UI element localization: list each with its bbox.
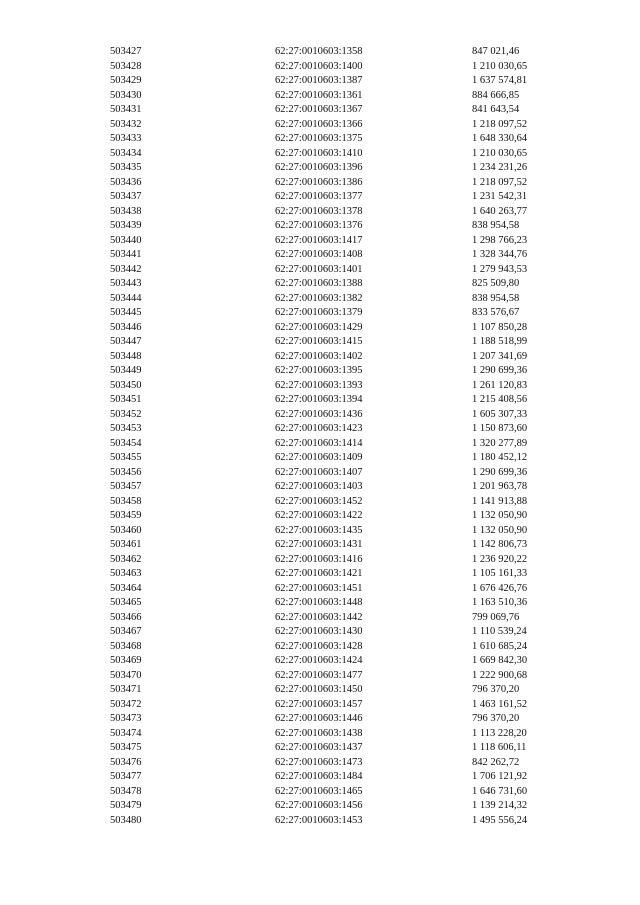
record-id: 503467	[110, 626, 142, 637]
record-id: 503461	[110, 539, 142, 550]
record-id: 503451	[110, 394, 142, 405]
record-id: 503458	[110, 495, 142, 507]
cadastral-value: 1 218 097,52	[472, 176, 528, 188]
record-id: 503444	[110, 292, 142, 304]
record-id: 503427	[110, 46, 142, 57]
cadastral-value: 1 201 963,78	[472, 481, 528, 492]
cadastral-number: 62:27:0010603:1376	[275, 220, 363, 231]
cadastral-value: 838 954,58	[472, 292, 520, 304]
cadastral-number: 62:27:0010603:1388	[275, 278, 363, 289]
cadastral-value: 1 234 231,26	[472, 162, 528, 173]
record-id: 503429	[110, 75, 142, 86]
cadastral-number: 62:27:0010603:1394	[275, 394, 363, 405]
table-row	[110, 263, 552, 278]
cadastral-number: 62:27:0010603:1477	[275, 669, 363, 681]
record-id: 503454	[110, 437, 142, 449]
cadastral-number: 62:27:0010603:1409	[275, 452, 363, 463]
cadastral-value: 799 069,76	[472, 611, 520, 623]
record-id: 503460	[110, 524, 142, 536]
cadastral-number: 62:27:0010603:1450	[275, 684, 363, 695]
cadastral-value: 1 328 344,76	[472, 249, 528, 260]
table-row	[110, 756, 552, 771]
cadastral-value: 842 262,72	[472, 756, 520, 768]
record-id: 503433	[110, 133, 142, 144]
cadastral-value: 1 290 699,36	[472, 365, 528, 376]
cadastral-number: 62:27:0010603:1448	[275, 597, 363, 608]
table-row	[110, 451, 552, 466]
record-id: 503445	[110, 307, 142, 318]
cadastral-number: 62:27:0010603:1436	[275, 408, 363, 420]
record-id: 503452	[110, 408, 142, 420]
cadastral-value: 841 643,54	[472, 104, 520, 115]
table-row	[110, 118, 552, 133]
cadastral-number: 62:27:0010603:1465	[275, 785, 363, 797]
cadastral-value: 1 320 277,89	[472, 437, 528, 449]
table-row	[110, 611, 552, 626]
cadastral-value: 1 222 900,68	[472, 669, 528, 681]
table-row	[110, 567, 552, 582]
table-row	[110, 654, 552, 669]
table-row	[110, 408, 552, 423]
cadastral-value: 1 495 556,24	[472, 814, 528, 826]
table-body	[110, 45, 552, 828]
cadastral-value: 796 370,20	[472, 684, 520, 695]
table-row	[110, 466, 552, 481]
table-row	[110, 89, 552, 104]
record-id: 503475	[110, 742, 142, 753]
table-row	[110, 509, 552, 524]
cadastral-value: 1 298 766,23	[472, 234, 528, 246]
cadastral-number: 62:27:0010603:1386	[275, 176, 363, 188]
record-id: 503456	[110, 466, 142, 478]
cadastral-number: 62:27:0010603:1379	[275, 307, 363, 318]
cadastral-number: 62:27:0010603:1401	[275, 263, 363, 275]
table-row	[110, 480, 552, 495]
cadastral-value: 1 188 518,99	[472, 336, 528, 347]
cadastral-value: 1 105 161,33	[472, 568, 528, 579]
table-row	[110, 132, 552, 147]
cadastral-value: 1 132 050,90	[472, 524, 528, 536]
cadastral-value: 1 150 873,60	[472, 423, 528, 434]
record-id: 503463	[110, 568, 142, 579]
cadastral-value: 1 132 050,90	[472, 510, 528, 521]
cadastral-number: 62:27:0010603:1438	[275, 727, 363, 739]
cadastral-number: 62:27:0010603:1366	[275, 118, 363, 130]
table-row	[110, 161, 552, 176]
record-id: 503457	[110, 481, 142, 492]
cadastral-number: 62:27:0010603:1415	[275, 336, 363, 347]
cadastral-number: 62:27:0010603:1417	[275, 234, 363, 246]
cadastral-value: 1 463 161,52	[472, 698, 528, 710]
record-id: 503436	[110, 176, 142, 188]
table-row	[110, 538, 552, 553]
record-id: 503471	[110, 684, 142, 695]
cadastral-value: 1 648 330,64	[472, 133, 528, 144]
table-row	[110, 219, 552, 234]
cadastral-number: 62:27:0010603:1382	[275, 292, 363, 304]
cadastral-value: 1 706 121,92	[472, 771, 528, 782]
cadastral-number: 62:27:0010603:1403	[275, 481, 363, 492]
cadastral-number: 62:27:0010603:1358	[275, 46, 363, 57]
cadastral-number: 62:27:0010603:1435	[275, 524, 363, 536]
table-row	[110, 74, 552, 89]
cadastral-value: 1 261 120,83	[472, 379, 528, 391]
table-row	[110, 277, 552, 292]
cadastral-number: 62:27:0010603:1414	[275, 437, 363, 449]
table-row	[110, 553, 552, 568]
table-row	[110, 422, 552, 437]
cadastral-value: 1 180 452,12	[472, 452, 528, 463]
table-row	[110, 596, 552, 611]
record-id: 503448	[110, 350, 142, 362]
table-row	[110, 683, 552, 698]
cadastral-number: 62:27:0010603:1437	[275, 742, 363, 753]
table-row	[110, 292, 552, 307]
record-id: 503472	[110, 698, 142, 710]
table-row	[110, 321, 552, 336]
cadastral-number: 62:27:0010603:1429	[275, 321, 363, 333]
cadastral-number: 62:27:0010603:1431	[275, 539, 363, 550]
table-row	[110, 393, 552, 408]
record-id: 503469	[110, 655, 142, 666]
table-row	[110, 741, 552, 756]
record-id: 503479	[110, 800, 142, 811]
cadastral-number: 62:27:0010603:1402	[275, 350, 363, 362]
table-row	[110, 306, 552, 321]
table-row	[110, 379, 552, 394]
cadastral-value: 1 139 214,32	[472, 800, 528, 811]
cadastral-value: 1 113 228,20	[472, 727, 527, 739]
cadastral-value: 1 290 699,36	[472, 466, 528, 478]
cadastral-value: 1 231 542,31	[472, 191, 528, 202]
record-id: 503431	[110, 104, 142, 115]
cadastral-value: 1 218 097,52	[472, 118, 528, 130]
table-row	[110, 524, 552, 539]
cadastral-number: 62:27:0010603:1423	[275, 423, 363, 434]
cadastral-value: 1 207 341,69	[472, 350, 528, 362]
record-id: 503464	[110, 582, 142, 594]
record-id: 503446	[110, 321, 142, 333]
record-id: 503476	[110, 756, 142, 768]
cadastral-value: 1 610 685,24	[472, 640, 528, 652]
cadastral-value: 1 605 307,33	[472, 408, 528, 420]
table-row	[110, 770, 552, 785]
cadastral-number: 62:27:0010603:1442	[275, 611, 363, 623]
table-row	[110, 437, 552, 452]
cadastral-value: 1 110 539,24	[472, 626, 527, 637]
cadastral-value: 833 576,67	[472, 307, 520, 318]
cadastral-number: 62:27:0010603:1410	[275, 147, 363, 159]
cadastral-value: 1 637 574,81	[472, 75, 528, 86]
record-id: 503449	[110, 365, 142, 376]
record-id: 503455	[110, 452, 142, 463]
cadastral-number: 62:27:0010603:1407	[275, 466, 363, 478]
cadastral-value: 884 666,85	[472, 89, 520, 101]
cadastral-value: 1 142 806,73	[472, 539, 528, 550]
cadastral-number: 62:27:0010603:1361	[275, 89, 363, 101]
cadastral-number: 62:27:0010603:1393	[275, 379, 363, 391]
cadastral-value: 796 370,20	[472, 713, 520, 724]
cadastral-number: 62:27:0010603:1424	[275, 655, 363, 666]
table-row	[110, 785, 552, 800]
table-row	[110, 190, 552, 205]
record-id: 503443	[110, 278, 142, 289]
record-id: 503434	[110, 147, 142, 159]
record-id: 503438	[110, 205, 142, 217]
record-id: 503477	[110, 771, 142, 782]
cadastral-number: 62:27:0010603:1430	[275, 626, 363, 637]
record-id: 503466	[110, 611, 142, 623]
cadastral-number: 62:27:0010603:1375	[275, 133, 363, 144]
cadastral-number: 62:27:0010603:1428	[275, 640, 363, 652]
cadastral-number: 62:27:0010603:1408	[275, 249, 363, 260]
cadastral-number: 62:27:0010603:1484	[275, 771, 363, 782]
record-id: 503432	[110, 118, 142, 130]
cadastral-number: 62:27:0010603:1456	[275, 800, 363, 811]
cadastral-number: 62:27:0010603:1422	[275, 510, 363, 521]
cadastral-value-table	[110, 45, 552, 828]
table-row	[110, 814, 552, 829]
cadastral-number: 62:27:0010603:1452	[275, 495, 363, 507]
cadastral-number: 62:27:0010603:1416	[275, 553, 363, 565]
table-row	[110, 335, 552, 350]
table-row	[110, 147, 552, 162]
record-id: 503465	[110, 597, 142, 608]
table-row	[110, 625, 552, 640]
table-row	[110, 205, 552, 220]
cadastral-value: 1 141 913,88	[472, 495, 528, 507]
table-row	[110, 712, 552, 727]
cadastral-value: 1 210 030,65	[472, 147, 528, 159]
cadastral-value: 1 646 731,60	[472, 785, 528, 797]
cadastral-number: 62:27:0010603:1395	[275, 365, 363, 376]
record-id: 503437	[110, 191, 142, 202]
cadastral-value: 1 163 510,36	[472, 597, 528, 608]
table-row	[110, 234, 552, 249]
cadastral-value: 1 215 408,56	[472, 394, 528, 405]
table-row	[110, 176, 552, 191]
record-id: 503474	[110, 727, 142, 739]
table-row	[110, 582, 552, 597]
record-id: 503462	[110, 553, 142, 565]
cadastral-number: 62:27:0010603:1400	[275, 60, 363, 72]
cadastral-value: 1 118 606,11	[472, 742, 527, 753]
record-id: 503453	[110, 423, 142, 434]
table-row	[110, 495, 552, 510]
table-row	[110, 799, 552, 814]
record-id: 503478	[110, 785, 142, 797]
record-id: 503435	[110, 162, 142, 173]
cadastral-value: 825 509,80	[472, 278, 520, 289]
cadastral-number: 62:27:0010603:1446	[275, 713, 363, 724]
cadastral-number: 62:27:0010603:1453	[275, 814, 363, 826]
cadastral-number: 62:27:0010603:1378	[275, 205, 363, 217]
record-id: 503428	[110, 60, 142, 72]
record-id: 503442	[110, 263, 142, 275]
cadastral-value: 1 279 943,53	[472, 263, 528, 275]
cadastral-number: 62:27:0010603:1421	[275, 568, 363, 579]
record-id: 503447	[110, 336, 142, 347]
record-id: 503468	[110, 640, 142, 652]
cadastral-value: 847 021,46	[472, 46, 520, 57]
cadastral-value: 1 107 850,28	[472, 321, 528, 333]
record-id: 503440	[110, 234, 142, 246]
cadastral-number: 62:27:0010603:1473	[275, 756, 363, 768]
table-row	[110, 698, 552, 713]
table-row	[110, 364, 552, 379]
cadastral-number: 62:27:0010603:1451	[275, 582, 363, 594]
record-id: 503441	[110, 249, 142, 260]
table-row	[110, 727, 552, 742]
cadastral-value: 1 669 842,30	[472, 655, 528, 666]
cadastral-value: 1 640 263,77	[472, 205, 528, 217]
record-id: 503473	[110, 713, 142, 724]
cadastral-value: 1 236 920,22	[472, 553, 528, 565]
cadastral-number: 62:27:0010603:1377	[275, 191, 363, 202]
record-id: 503480	[110, 814, 142, 826]
table-row	[110, 669, 552, 684]
cadastral-value: 1 676 426,76	[472, 582, 528, 594]
record-id: 503430	[110, 89, 142, 101]
cadastral-number: 62:27:0010603:1457	[275, 698, 363, 710]
record-id: 503439	[110, 220, 142, 231]
table-row	[110, 45, 552, 60]
cadastral-number: 62:27:0010603:1367	[275, 104, 363, 115]
cadastral-number: 62:27:0010603:1396	[275, 162, 363, 173]
table-row	[110, 103, 552, 118]
cadastral-value: 838 954,58	[472, 220, 520, 231]
record-id: 503459	[110, 510, 142, 521]
table-row	[110, 60, 552, 75]
cadastral-number: 62:27:0010603:1387	[275, 75, 363, 86]
table-row	[110, 248, 552, 263]
record-id: 503450	[110, 379, 142, 391]
cadastral-value: 1 210 030,65	[472, 60, 528, 72]
table-row	[110, 640, 552, 655]
record-id: 503470	[110, 669, 142, 681]
table-row	[110, 350, 552, 365]
